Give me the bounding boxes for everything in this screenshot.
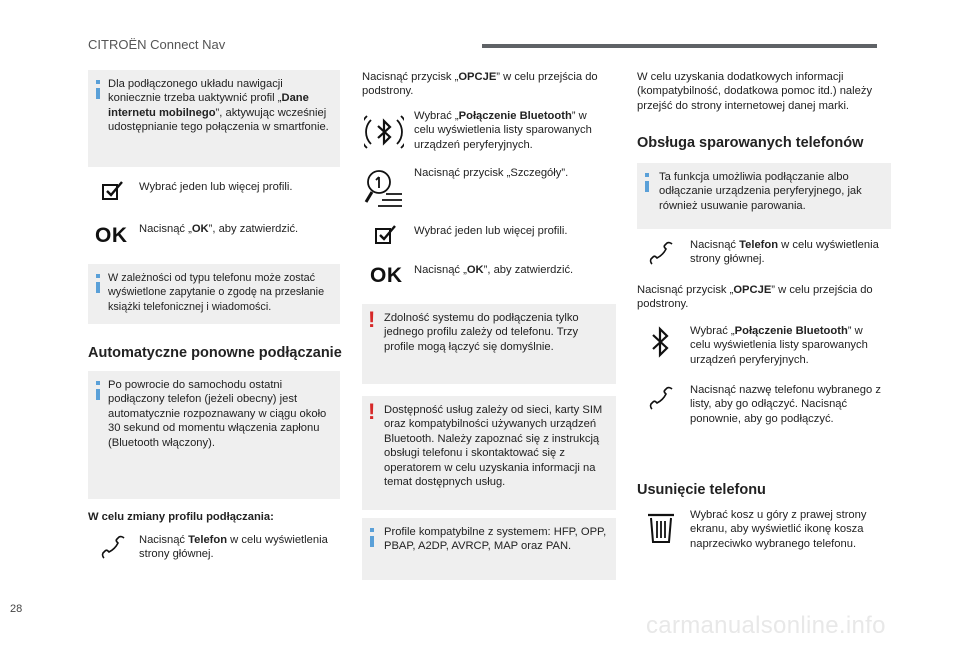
info-text-mobile-data: Dla podłączonego układu nawigacji koniecznie trzeba uaktywnić profil „Dane internetu mobilnego”, aktywując wcześniej udostępnianie tego połączenia w smartfonie. (108, 78, 329, 134)
bluetooth-icon (650, 326, 672, 358)
watermark: carmanualsonline.info (646, 612, 886, 639)
step-select-profiles-2: Wybrać jeden lub więcej profili. (414, 225, 568, 237)
step-select-profiles: Wybrać jeden lub więcej profili. (139, 181, 293, 193)
header-bar (482, 44, 877, 48)
heading-paired-phones: Obsługa sparowanych telefonów (637, 135, 864, 151)
warning-text-services: Dostępność usług zależy od sieci, karty SIM oraz kompatybilności używanych urządzeń Bluetooth. Należy zapoznać się z instrukcją obsługi telefonu i skontaktować się z operatorem w celu uzyskania informacji na temat dostępnych usług. (384, 404, 603, 489)
step-press-details: Nacisnąć przycisk „Szczegóły”. (414, 167, 569, 179)
phone-handset-icon (648, 241, 674, 267)
checkbox-icon (374, 224, 398, 246)
step-press-phone: Nacisnąć Telefon w celu wyświetlenia strony głównej. (139, 534, 328, 561)
info-text-phonebook: W zależności od typu telefonu może zostać wyświetlone zapytanie o zgodę na przesłanie książki telefonicznej i wiadomości. (108, 272, 325, 313)
info-icon (96, 282, 100, 293)
header-title: CITROËN Connect Nav (88, 37, 226, 52)
step-select-trash: Wybrać kosz u góry z prawej strony ekranu, aby wyświetlić ikonę kosza naprzeciwko wybranego telefonu. (690, 509, 867, 550)
info-text-profiles-compat: Profile kompatybilne z systemem: HFP, OPP, PBAP, A2DP, AVRCP, MAP oraz PAN. (384, 526, 607, 553)
info-text-auto-reconnect: Po powrocie do samochodu ostatni podłączony telefon (jeżeli obecny) jest automatycznie rozpoznawany w ciągu około 30 sekund od momentu włączenia zapłonu (Bluetooth włączony). (108, 379, 327, 449)
change-profile-title: W celu zmiany profilu podłączania: (88, 511, 274, 523)
step-select-bluetooth-2: Wybrać „Połączenie Bluetooth” w celu wyświetlenia listy sparowanych urządzeń peryferyjnych. (690, 325, 868, 366)
warning-icon: ! (368, 399, 376, 424)
ok-icon: OK (95, 224, 128, 247)
trash-icon (646, 510, 676, 544)
info-icon (370, 536, 374, 547)
info-text-paired: Ta funkcja umożliwia podłączanie albo odłączanie urządzenia peryferyjnego, jak również usuwanie parowania. (659, 171, 862, 212)
info-icon (96, 88, 100, 99)
step-confirm-ok-2: Nacisnąć „OK”, aby zatwierdzić. (414, 264, 574, 276)
heading-auto-reconnect: Automatyczne ponowne podłączanie (88, 345, 342, 361)
step-select-bluetooth: Wybrać „Połączenie Bluetooth” w celu wyświetlenia listy sparowanych urządzeń peryferyjnych. (414, 110, 592, 151)
info-icon (645, 181, 649, 192)
info-icon (96, 389, 100, 400)
info-icon-dot (96, 381, 100, 385)
info-icon-dot (645, 173, 649, 177)
step-press-phone-name: Nacisnąć nazwę telefonu wybranego z listy, aby go odłączyć. Nacisnąć ponownie, aby go podłączyć. (690, 384, 881, 425)
step-press-options: Nacisnąć przycisk „OPCJE” w celu przejścia do podstrony. (362, 71, 598, 98)
warning-text-profiles: Zdolność systemu do podłączenia tylko jednego profilu zależy od telefonu. Trzy profile mogą łączyć się domyślnie. (384, 312, 579, 353)
phone-handset-icon (100, 535, 126, 561)
info-icon-dot (370, 528, 374, 532)
details-search-icon (364, 168, 404, 210)
bluetooth-circle-icon (364, 112, 404, 152)
ok-icon: OK (370, 264, 403, 287)
step-press-phone-2: Nacisnąć Telefon w celu wyświetlenia strony głównej. (690, 239, 879, 266)
phone-handset-icon (648, 386, 674, 412)
step-press-options-2: Nacisnąć przycisk „OPCJE” w celu przejścia do podstrony. (637, 284, 873, 311)
heading-delete-phone: Usunięcie telefonu (637, 482, 766, 498)
intro-more-info: W celu uzyskania dodatkowych informacji (kompatybilność, dodatkowa pomoc itd.) należy przejść do strony internetowej danej marki. (637, 71, 873, 112)
checkbox-icon (101, 180, 125, 202)
page-number: 28 (10, 603, 23, 615)
info-icon-dot (96, 274, 100, 278)
warning-icon: ! (368, 307, 376, 332)
info-icon-dot (96, 80, 100, 84)
step-confirm-ok: Nacisnąć „OK”, aby zatwierdzić. (139, 223, 299, 235)
